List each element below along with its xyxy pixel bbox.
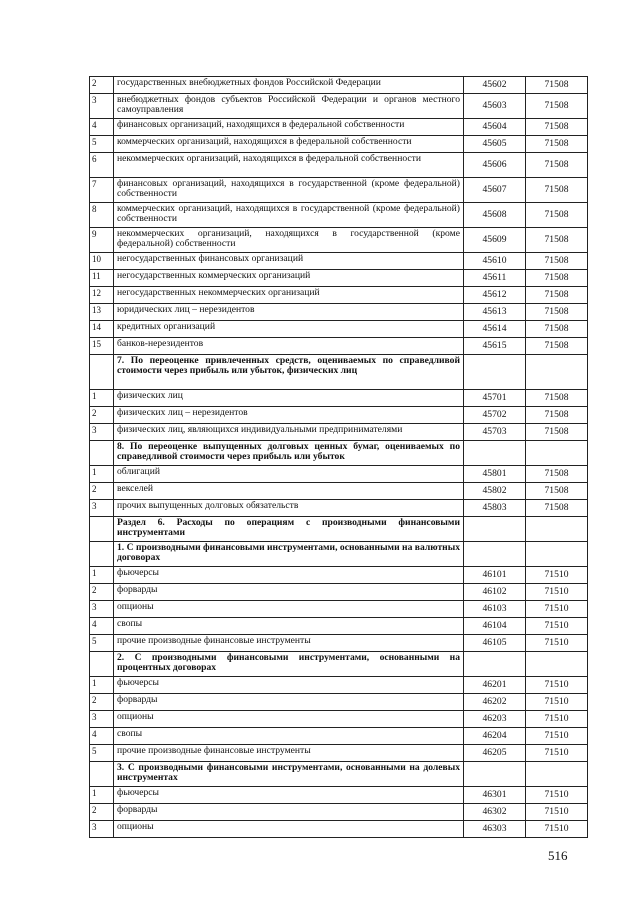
account-name: некоммерческих организаций, находящихся в федеральной собственности [114, 153, 464, 178]
account-code: 46104 [464, 618, 526, 635]
account-code: 46103 [464, 601, 526, 618]
account-name: Раздел 6. Расходы по операциям с производными финансовыми инструментами [114, 517, 464, 542]
row-number [90, 355, 114, 390]
balance-account: 71508 [526, 287, 588, 304]
account-code: 46202 [464, 694, 526, 711]
row-number: 9 [90, 228, 114, 253]
account-name: свопы [114, 618, 464, 635]
balance-account: 71508 [526, 390, 588, 407]
row-number [90, 652, 114, 677]
balance-account: 71510 [526, 711, 588, 728]
balance-account: 71508 [526, 466, 588, 483]
account-code: 45603 [464, 94, 526, 119]
balance-account: 71508 [526, 119, 588, 136]
row-number: 2 [90, 694, 114, 711]
balance-account: 71508 [526, 178, 588, 203]
account-name: физических лиц, являющихся индивидуальными предпринимателями [114, 424, 464, 441]
table-row [90, 77, 588, 94]
section-heading-row [90, 355, 588, 390]
account-code: 45604 [464, 119, 526, 136]
page-number: 516 [548, 848, 568, 863]
account-name: коммерческих организаций, находящихся в государственной (кроме федеральной) собственности [114, 203, 464, 228]
row-number: 15 [90, 338, 114, 355]
table-row [90, 228, 588, 253]
balance-account: 71508 [526, 304, 588, 321]
row-number: 3 [90, 424, 114, 441]
table-row [90, 94, 588, 119]
row-number: 3 [90, 601, 114, 618]
account-code: 46302 [464, 804, 526, 821]
account-name: коммерческих организаций, находящихся в федеральной собственности [114, 136, 464, 153]
account-name: опционы [114, 821, 464, 838]
account-code: 45606 [464, 153, 526, 178]
row-number [90, 517, 114, 542]
account-name: опционы [114, 711, 464, 728]
account-code [464, 542, 526, 567]
balance-account: 71508 [526, 270, 588, 287]
row-number: 13 [90, 304, 114, 321]
balance-account: 71510 [526, 567, 588, 584]
account-name: 1. С производными финансовыми инструментами, основанными на валютных договорах [114, 542, 464, 567]
accounts-table [89, 76, 588, 838]
account-code: 45701 [464, 390, 526, 407]
table-row [90, 153, 588, 178]
table-row [90, 390, 588, 407]
account-code: 46201 [464, 677, 526, 694]
account-name: внебюджетных фондов субъектов Российской Федерации и органов местного самоуправления [114, 94, 464, 119]
balance-account: 71510 [526, 635, 588, 652]
account-code: 45703 [464, 424, 526, 441]
balance-account: 71508 [526, 203, 588, 228]
account-code: 45607 [464, 178, 526, 203]
balance-account [526, 517, 588, 542]
table-row [90, 635, 588, 652]
account-code: 46105 [464, 635, 526, 652]
table-row [90, 584, 588, 601]
row-number: 3 [90, 500, 114, 517]
account-name: свопы [114, 728, 464, 745]
account-name: векселей [114, 483, 464, 500]
table-row [90, 745, 588, 762]
accounts-table-body [90, 77, 588, 838]
table-row [90, 618, 588, 635]
account-code: 46205 [464, 745, 526, 762]
table-row [90, 694, 588, 711]
table-row [90, 601, 588, 618]
account-code: 46301 [464, 787, 526, 804]
account-code [464, 762, 526, 787]
account-name: облигаций [114, 466, 464, 483]
row-number: 1 [90, 390, 114, 407]
account-name: финансовых организаций, находящихся в федеральной собственности [114, 119, 464, 136]
account-name: негосударственных коммерческих организаций [114, 270, 464, 287]
account-code: 45615 [464, 338, 526, 355]
account-code [464, 355, 526, 390]
account-name: некоммерческих организаций, находящихся в государственной (кроме федеральной) собственности [114, 228, 464, 253]
balance-account: 71508 [526, 153, 588, 178]
account-name: 8. По переоценке выпущенных долговых ценных бумаг, оцениваемых по справедливой стоимости через прибыль или убыток [114, 441, 464, 466]
row-number: 1 [90, 466, 114, 483]
row-number: 6 [90, 153, 114, 178]
account-name: кредитных организаций [114, 321, 464, 338]
balance-account: 71510 [526, 804, 588, 821]
table-row [90, 178, 588, 203]
balance-account: 71508 [526, 483, 588, 500]
table-row [90, 821, 588, 838]
account-name: прочие производные финансовые инструменты [114, 635, 464, 652]
account-code: 45608 [464, 203, 526, 228]
account-code [464, 652, 526, 677]
row-number: 2 [90, 407, 114, 424]
table-row [90, 677, 588, 694]
balance-account: 71508 [526, 253, 588, 270]
account-name: форварды [114, 694, 464, 711]
balance-account: 71508 [526, 407, 588, 424]
account-code: 45602 [464, 77, 526, 94]
account-name: прочие производные финансовые инструменты [114, 745, 464, 762]
account-code: 45801 [464, 466, 526, 483]
account-name: негосударственных финансовых организаций [114, 253, 464, 270]
account-code: 45610 [464, 253, 526, 270]
row-number: 1 [90, 567, 114, 584]
account-code: 45803 [464, 500, 526, 517]
row-number [90, 542, 114, 567]
balance-account [526, 355, 588, 390]
balance-account [526, 542, 588, 567]
account-code: 45614 [464, 321, 526, 338]
balance-account: 71508 [526, 500, 588, 517]
table-row [90, 466, 588, 483]
account-code: 45802 [464, 483, 526, 500]
row-number: 7 [90, 178, 114, 203]
account-name: банков-нерезидентов [114, 338, 464, 355]
table-row [90, 203, 588, 228]
account-code: 46101 [464, 567, 526, 584]
account-name: негосударственных некоммерческих организаций [114, 287, 464, 304]
table-row [90, 321, 588, 338]
row-number [90, 441, 114, 466]
row-number: 2 [90, 483, 114, 500]
account-name: 7. По переоценке привлеченных средств, оцениваемых по справедливой стоимости через прибыль или убыток, физических лиц [114, 355, 464, 390]
balance-account: 71508 [526, 321, 588, 338]
table-row [90, 253, 588, 270]
table-row [90, 787, 588, 804]
row-number: 5 [90, 635, 114, 652]
row-number: 3 [90, 821, 114, 838]
account-code: 46102 [464, 584, 526, 601]
row-number: 3 [90, 94, 114, 119]
balance-account: 71508 [526, 424, 588, 441]
account-name: фьючерсы [114, 787, 464, 804]
balance-account: 71510 [526, 618, 588, 635]
section-heading-row [90, 441, 588, 466]
row-number: 1 [90, 787, 114, 804]
account-code: 45609 [464, 228, 526, 253]
account-code: 45605 [464, 136, 526, 153]
balance-account: 71508 [526, 77, 588, 94]
table-row [90, 304, 588, 321]
row-number: 1 [90, 677, 114, 694]
account-name: фьючерсы [114, 567, 464, 584]
section-heading-row [90, 542, 588, 567]
table-row [90, 483, 588, 500]
table-row [90, 728, 588, 745]
account-code: 45702 [464, 407, 526, 424]
section-heading-row [90, 517, 588, 542]
account-name: фьючерсы [114, 677, 464, 694]
row-number: 4 [90, 119, 114, 136]
balance-account: 71508 [526, 136, 588, 153]
balance-account: 71508 [526, 94, 588, 119]
account-name: форварды [114, 584, 464, 601]
account-code: 46203 [464, 711, 526, 728]
account-name: 3. С производными финансовыми инструментами, основанными на долевых инструментах [114, 762, 464, 787]
balance-account: 71510 [526, 745, 588, 762]
table-row [90, 270, 588, 287]
row-number: 2 [90, 77, 114, 94]
account-code [464, 441, 526, 466]
row-number [90, 762, 114, 787]
row-number: 8 [90, 203, 114, 228]
balance-account: 71510 [526, 787, 588, 804]
table-row [90, 424, 588, 441]
balance-account [526, 441, 588, 466]
account-code [464, 517, 526, 542]
table-row [90, 567, 588, 584]
table-row [90, 119, 588, 136]
row-number: 2 [90, 584, 114, 601]
balance-account [526, 652, 588, 677]
account-name: юридических лиц – нерезидентов [114, 304, 464, 321]
table-row [90, 407, 588, 424]
row-number: 11 [90, 270, 114, 287]
table-row [90, 136, 588, 153]
row-number: 12 [90, 287, 114, 304]
account-code: 45613 [464, 304, 526, 321]
account-code: 46204 [464, 728, 526, 745]
table-row [90, 711, 588, 728]
account-name: опционы [114, 601, 464, 618]
account-code: 45611 [464, 270, 526, 287]
account-name: форварды [114, 804, 464, 821]
row-number: 5 [90, 136, 114, 153]
row-number: 2 [90, 804, 114, 821]
table-row [90, 804, 588, 821]
account-name: физических лиц – нерезидентов [114, 407, 464, 424]
balance-account: 71510 [526, 677, 588, 694]
account-name: финансовых организаций, находящихся в государственной (кроме федеральной) собственности [114, 178, 464, 203]
account-name: физических лиц [114, 390, 464, 407]
balance-account: 71510 [526, 728, 588, 745]
row-number: 4 [90, 618, 114, 635]
balance-account: 71510 [526, 821, 588, 838]
section-heading-row [90, 762, 588, 787]
account-name: государственных внебюджетных фондов Российской Федерации [114, 77, 464, 94]
balance-account [526, 762, 588, 787]
balance-account: 71508 [526, 228, 588, 253]
table-row [90, 500, 588, 517]
table-row [90, 287, 588, 304]
account-code: 45612 [464, 287, 526, 304]
row-number: 14 [90, 321, 114, 338]
section-heading-row [90, 652, 588, 677]
table-row [90, 338, 588, 355]
account-name: 2. С производными финансовыми инструментами, основанными на процентных договорах [114, 652, 464, 677]
row-number: 5 [90, 745, 114, 762]
account-code: 46303 [464, 821, 526, 838]
balance-account: 71508 [526, 338, 588, 355]
account-name: прочих выпущенных долговых обязательств [114, 500, 464, 517]
row-number: 4 [90, 728, 114, 745]
balance-account: 71510 [526, 601, 588, 618]
row-number: 3 [90, 711, 114, 728]
balance-account: 71510 [526, 694, 588, 711]
balance-account: 71510 [526, 584, 588, 601]
row-number: 10 [90, 253, 114, 270]
